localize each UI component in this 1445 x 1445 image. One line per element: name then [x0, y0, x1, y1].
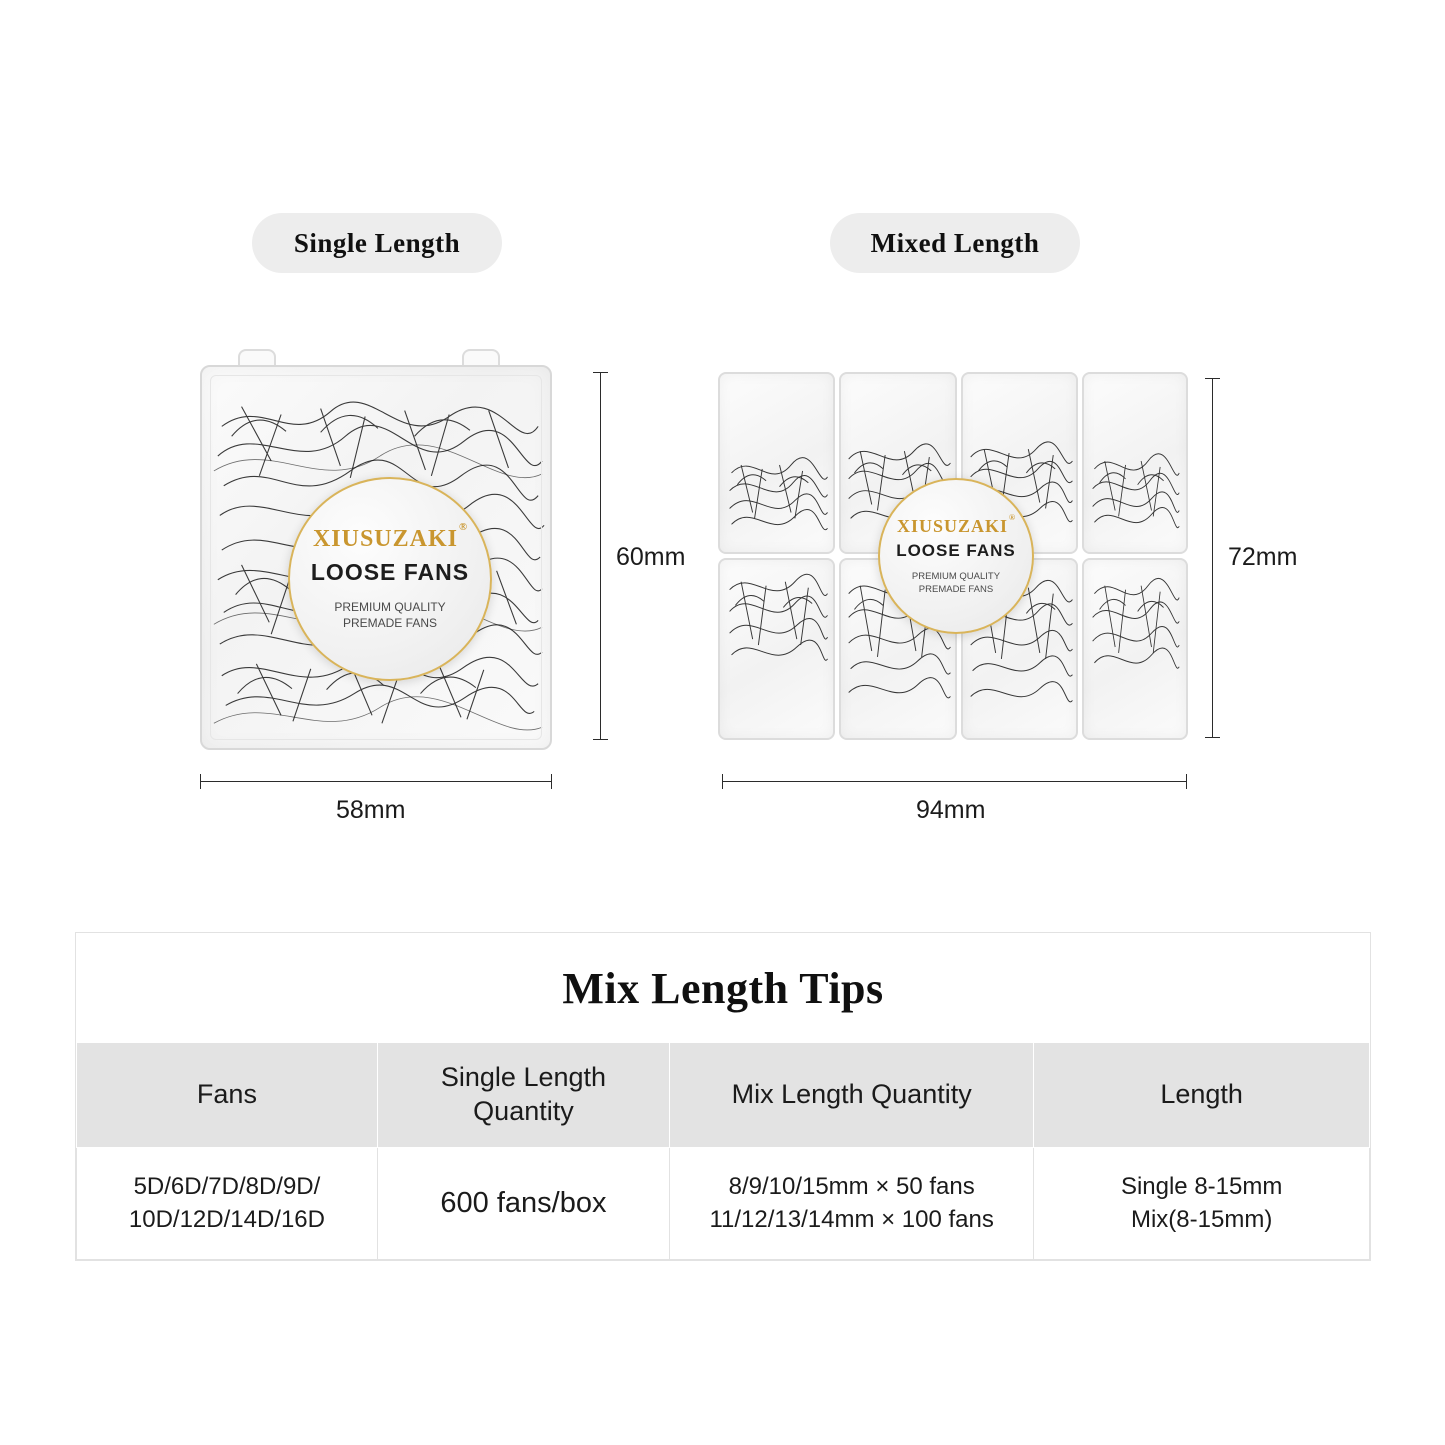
brand-sticker-single [288, 477, 492, 681]
product-title: LOOSE FANS [896, 541, 1016, 561]
mixed-width-dimension-line [722, 781, 1187, 782]
mix-length-tips-table [76, 1042, 1370, 1260]
table-title: Mix Length Tips [562, 964, 884, 1013]
compartment [718, 372, 835, 554]
column-header-single-length-quantity-line1: Single Length [440, 1062, 607, 1092]
registered-mark: ® [458, 520, 469, 533]
brand-name-text: XIUSUZAKI [896, 516, 1008, 537]
brand-name-text: XIUSUZAKI [312, 526, 458, 553]
label-mixed-length [830, 213, 1080, 273]
label-mixed-length-text: Mixed Length [870, 227, 1040, 258]
cell-length [1034, 1147, 1370, 1259]
product-subtitle [334, 600, 445, 631]
registered-mark: ® [1008, 512, 1017, 522]
cell-fans-line1: 5D/6D/7D/8D/9D/ [133, 1172, 321, 1200]
single-width-dimension-label: 58mm [336, 796, 406, 824]
table-row [77, 1147, 1370, 1259]
product-subtitle-line2: PREMADE FANS [918, 583, 994, 595]
cell-length-line2: Mix(8-15mm) [1130, 1206, 1273, 1234]
cell-mix-length-quantity-line1: 8/9/10/15mm × 50 fans [728, 1172, 975, 1200]
single-height-dimension-label: 60mm [616, 543, 686, 571]
cell-fans [77, 1147, 378, 1259]
column-header-length: Length [1034, 1043, 1370, 1148]
compartment [1082, 558, 1188, 740]
column-header-fans: Fans [77, 1043, 378, 1148]
cell-single-length-quantity: 600 fans/box [377, 1147, 669, 1259]
mixed-height-dimension-label: 72mm [1228, 543, 1298, 571]
product-subtitle [912, 571, 1000, 596]
cell-fans-line2: 10D/12D/14D/16D [128, 1206, 325, 1234]
cell-mix-length-quantity [670, 1147, 1034, 1259]
brand-sticker-mixed [878, 478, 1034, 634]
mixed-height-dimension-line [1212, 378, 1213, 738]
compartment [718, 558, 835, 740]
brand-name [312, 520, 469, 553]
column-header-mix-length-quantity: Mix Length Quantity [670, 1043, 1034, 1148]
product-title: LOOSE FANS [310, 559, 470, 586]
product-subtitle-line1: PREMIUM QUALITY [334, 600, 446, 615]
product-subtitle-line1: PREMIUM QUALITY [911, 571, 1001, 583]
single-width-dimension-line [200, 781, 552, 782]
cell-length-line1: Single 8-15mm [1120, 1172, 1283, 1200]
brand-name [896, 512, 1017, 537]
mixed-width-dimension-label: 94mm [916, 796, 986, 824]
single-height-dimension-line [600, 372, 601, 740]
cell-mix-length-quantity-line2: 11/12/13/14mm × 100 fans [709, 1206, 994, 1234]
product-subtitle-line2: PREMADE FANS [342, 616, 437, 630]
column-header-single-length-quantity [377, 1043, 669, 1148]
label-single-length-text: Single Length [293, 227, 461, 258]
table-header-row [77, 1043, 1370, 1148]
label-single-length [252, 213, 502, 273]
mix-length-tips-section [75, 932, 1371, 1261]
column-header-single-length-quantity-line2: Quantity [473, 1095, 574, 1126]
compartment [1082, 372, 1188, 554]
